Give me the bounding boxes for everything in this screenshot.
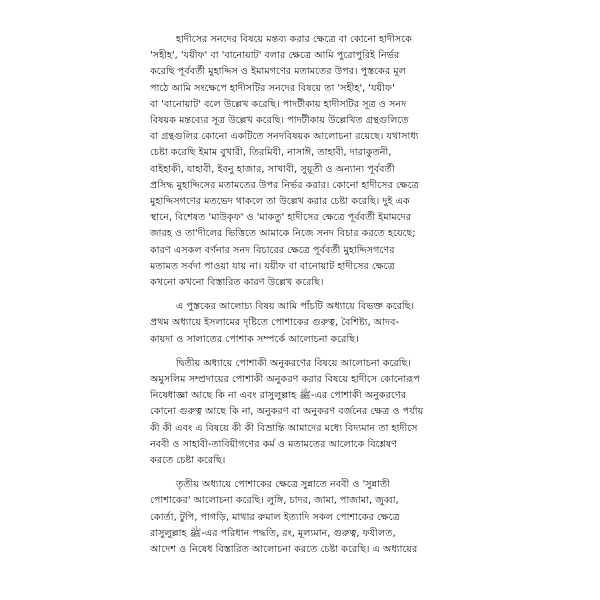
text-line: জারহ ও তা'দীলের ভিত্তিতে আমাকে নিজে সনদ বিচার করতে হয়েছে; — [150, 228, 416, 240]
text-line: কারণ এসকল বর্ণনার সনদ বিচারের ক্ষেত্রে পূর্ববর্তী মুহাদ্দিসগণের — [150, 244, 395, 256]
text-line: প্রসিদ্ধ মুহাদ্দিসের মতামতের উপর নির্ভর করার। কোনো হাদীসের ক্ষেত্রে — [150, 179, 419, 191]
paragraph-chapter-two — [150, 356, 466, 469]
paragraph-chapter-three — [150, 477, 466, 558]
text-line: কী কী এবং এ বিষয়ে কী কী বিভ্রান্তি আমাদের মধ্যে বিদ্যমান তা হাদীসে — [150, 422, 418, 434]
text-line: কায়দা ও সালাতের পোশাক সম্পর্কে আলোচনা করেছি। — [150, 333, 359, 345]
text-line: অমুসলিম সম্প্রদায়ের পোশাকী অনুকরণ করার বিষয়ে হাদীসে কোনোরূপ — [150, 374, 420, 386]
text-line: করতে চেষ্টা করেছি। — [150, 455, 226, 467]
text-line: মতামত সর্বদা পাওয়া যায় না। যয়ীফ বা বানোয়াট হাদীসের ক্ষেত্রে — [150, 260, 395, 272]
text-line: মুহাদ্দিসগণের মতভেদ থাকলে তা উল্লেখ করার চেষ্টা করেছি। দুই এক — [150, 196, 410, 208]
text-line: চেষ্টা করেছি ইমাম বুখারী, তিরমিযী, নাসাঈ, তাহাবী, দারাকুতনী, — [150, 147, 392, 159]
text-line: কখনো কখনো বিস্তারিত কারণ উল্লেখ করেছি। — [150, 277, 324, 289]
text-line: নববী ও সাহাবী-তাবিয়ীগণের কর্ম ও মতামতের আলোকে বিশ্লেষণ — [150, 438, 398, 450]
text-line: করেছি পূর্ববর্তী মুহাদ্দিস ও ইমামগণের মতামতের উপর। পুস্তকের মূল — [150, 66, 406, 78]
text-line: পাঠে আমি সংক্ষেপে হাদীসটির সনদের বিষয়ে তা 'সহীহ', 'যয়ীফ' — [150, 82, 395, 94]
text-line: বা গ্রন্থগুলির কোনো একটিতে সনদবিষয়ক আলোচনা রয়েছে। যথাসাধ্য — [150, 131, 419, 143]
text-line: বাইহাকী, যাহাবী, ইবনু হাজার, সাখাবী, সুয়ূতী ও অন্যান্য পূর্ববর্তী — [150, 163, 395, 175]
text-line: 'সহীহ', 'যয়ীফ' বা 'বানোয়াট' বলার ক্ষেত্রে আমি পুরোপুরিই নির্ভর — [150, 50, 400, 62]
text-line: বা 'বানোয়াট' বলে উল্লেখ করেছি। পাদটীকায় হাদীসটির সূত্র ও সনদ — [150, 98, 407, 110]
text-line: এ পুস্তকের আলোচ্য বিষয় আমি পাঁচটি অধ্যায়ে বিভক্ত করেছি। — [176, 301, 415, 313]
text-line: নিষেধাজ্ঞা আছে কি না এবং রাসুলুল্লাহ ﷺ-এর পোশাকী অনুকরণের — [150, 390, 407, 402]
text-line: পোশাকের' আলোচনা করেছি। লুঙ্গি, চাদর, জামা, পাজামা, জুব্বা, — [150, 495, 399, 507]
text-line: কোর্তা, টুপি, পাগড়ি, মাথার রুমাল ইত্যাদি সকল পোশাকের ক্ষেত্রে — [150, 511, 400, 523]
text-line: স্থানে, বিশেষত 'মাউকৃফ' ও 'মাকতু' হাদীসের ক্ষেত্রে পূর্ববর্তী ইমামদের — [150, 212, 412, 224]
text-line: বিষয়ক মন্তব্যের সূত্র উল্লেখ করেছি। পাদটীকায় উল্লেখিত গ্রন্থগুলিতে — [150, 115, 409, 127]
paragraph-sanad-method — [150, 32, 466, 291]
text-line: হাদীসের সনদের বিষয়ে মন্তব্য করার ক্ষেত্রে বা কোনো হাদীসকে — [176, 34, 412, 45]
text-line: কোনো গুরুত্ব আছে কি না, অনুকরণ বা অনুকরণ বর্জনের ক্ষেত্র ও পর্যায় — [150, 406, 424, 418]
body-text — [150, 32, 466, 566]
text-line: তৃতীয় অধ্যায়ে পোশাকের ক্ষেত্রে সুন্নাতে নববী ও 'সুন্নাতী — [176, 479, 391, 491]
text-line: প্রথম অধ্যায়ে ইসলামের দৃষ্টিতে পোশাকের গুরুত্ব, বৈশিষ্ট্য, আদব- — [150, 317, 400, 329]
paragraph-chapter-overview — [150, 299, 466, 348]
text-line: আদেশ ও নিষেধ বিস্তারিত আলোচনা করতে চেষ্টা করেছি। এ অধ্যায়ের — [150, 544, 418, 556]
text-line: রাসুলুল্লাহ ﷺ-এর পরিধান পদ্ধতি, রং, মূল্যমান, গুরুত্ব, ফযীলত, — [150, 527, 396, 539]
text-line: দ্বিতীয় অধ্যায়ে পোশাকী অনুকরণের বিষয়ে আলোচনা করেছি। — [176, 357, 411, 369]
